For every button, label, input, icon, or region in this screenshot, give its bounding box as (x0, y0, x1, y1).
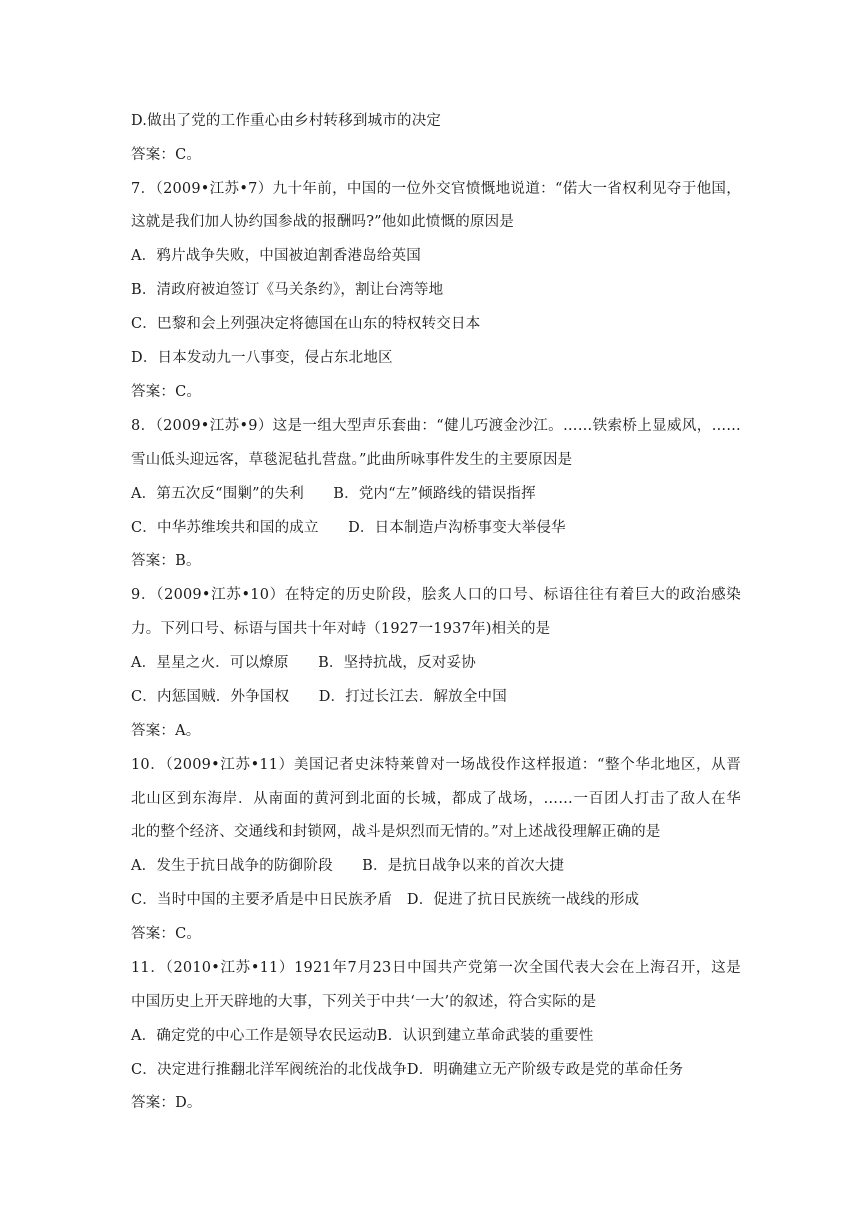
question-line: 雪山低头迎远客，草毯泥毡扎营盘。”此曲所咏事件发生的主要原因是 (131, 452, 573, 468)
question-line: 这就是我们加人协约国参战的报酬吗?”他如此愤慨的原因是 (131, 214, 515, 230)
answer-line: 答案：A。 (131, 723, 201, 739)
question-line: 8．（2009•江苏•9）这是一组大型声乐套曲：“健儿巧渡金沙江。……铁索桥上显威风，…… (131, 418, 741, 434)
question-line: 7．（2009•江苏•7）九十年前，中国的一位外交官愤慨地说道：“偌大一省权利见夺于他国， (131, 181, 741, 197)
answer-line: 答案：B。 (131, 553, 201, 569)
option-line: A．确定党的中心工作是领导农民运动B．认识到建立革命武装的重要性 (131, 1028, 594, 1044)
option-line: C．内惩国贼．外争国权 D．打过长江去．解放全中国 (131, 689, 507, 705)
answer-line: 答案：C。 (131, 926, 202, 942)
question-line: 11．（2010•江苏•11）1921年7月23日中国共产党第一次全国代表大会在上海召开，这是 (131, 960, 741, 976)
option-line: C．决定进行推翻北洋军阀统治的北伐战争D．明确建立无产阶级专政是党的革命任务 (131, 1062, 684, 1078)
option-line: A．第五次反“围剿”的失利 B．党内“左”倾路线的错误指挥 (131, 486, 536, 502)
option-line: A．鸦片战争失败，中国被迫割香港岛给英国 (131, 248, 421, 264)
answer-line: 答案：C。 (131, 384, 202, 400)
option-line: C．巴黎和会上列强决定将德国在山东的特权转交日本 (131, 316, 481, 332)
question-line: 中国历史上开天辟地的大事，下列关于中共‘一大’的叙述，符合实际的是 (131, 994, 597, 1010)
option-line: D．日本发动九一八事变，侵占东北地区 (131, 350, 393, 366)
option-line: A．发生于抗日战争的防御阶段 B．是抗日战争以来的首次大捷 (131, 858, 565, 874)
option-line: C．当时中国的主要矛盾是中日民族矛盾 D．促进了抗日民族统一战线的形成 (131, 892, 640, 908)
option-line: B．清政府被迫签订《马关条约》，割让台湾等地 (131, 282, 444, 298)
question-line: 力。下列口号、标语与国共十年对峙（1927一1937年)相关的是 (131, 621, 551, 637)
question-line: 北的整个经济、交通线和封锁网，战斗是炽烈而无情的。”对上述战役理解正确的是 (131, 824, 661, 840)
question-line: 10．（2009•江苏•11）美国记者史沫特莱曾对一场战役作这样报道：“整个华北地区，从晋 (131, 757, 741, 773)
answer-line: 答案：D。 (131, 1095, 202, 1111)
question-line: 北山区到东海岸．从南面的黄河到北面的长城，都成了战场，……一百团人打击了敌人在华 (131, 791, 741, 807)
question-line: 9．（2009•江苏•10）在特定的历史阶段，脍炙人口的口号、标语往往有着巨大的政治感染 (131, 587, 741, 603)
option-line: A．星星之火．可以燎原 B．坚持抗战，反对妥协 (131, 655, 476, 671)
option-line: C．中华苏维埃共和国的成立 D．日本制造卢沟桥事变大举侵华 (131, 520, 566, 536)
answer-line: 答案：C。 (131, 147, 202, 163)
text-line: D.做出了党的工作重心由乡村转移到城市的决定 (131, 113, 442, 129)
